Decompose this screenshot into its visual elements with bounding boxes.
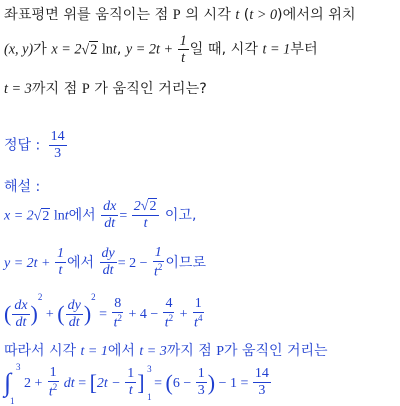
fraction: $\frac{1}{t^2}$ — [48, 365, 58, 400]
math-y-eq: y = 2t + — [125, 41, 177, 58]
question-text: 가 — [33, 41, 52, 58]
explanation-text: 따라서 시각 — [4, 343, 81, 359]
explanation-text: 에서 — [67, 254, 99, 271]
integral-sign: ∫ 3 1 — [4, 361, 21, 406]
math-ln: ln — [50, 208, 65, 224]
fraction: $\frac{4}{t^2}$ — [164, 296, 174, 331]
explanation-line-5: ∫ 3 1 2 + $\frac{1}{t^2}$ dt = [2t − $\frac{1}{t}$ ] 3 1 = (6 − $\frac{1}{3}$ ) − 1 = $\frac{14}{3}$ — [4, 361, 269, 406]
derivative-dx-dt: $\frac{dx}{dt}$ — [103, 199, 117, 231]
explanation-line-2 — [4, 246, 206, 280]
answer-fraction: $\frac{14}{3}$ — [50, 129, 65, 161]
math-t3: t = 3 — [139, 344, 167, 359]
question-line-3 — [4, 78, 207, 98]
point-label: P — [172, 7, 181, 23]
explanation-line-1 — [4, 200, 196, 231]
question-text: ( — [239, 7, 250, 23]
math-t3: t = 3 — [4, 81, 32, 97]
question-text: , — [116, 41, 126, 58]
math-x-eq: x = 2 — [4, 208, 34, 224]
question-text: 까지 점 — [31, 81, 82, 97]
sqrt: √2 — [33, 208, 50, 224]
derivative-dy-dt: $\frac{dy}{dt}$ — [101, 246, 115, 279]
fraction: $\frac{1}{t^4}$ — [194, 296, 203, 331]
math-position: (x, y) — [4, 41, 34, 58]
math-t1: t = 1 — [80, 344, 108, 359]
answer-line — [4, 130, 68, 161]
explanation-line-4 — [4, 340, 328, 360]
fraction: $\frac{1}{3}$ — [197, 366, 205, 399]
fraction: $\frac{2√2}{t}$ — [132, 200, 160, 231]
point-label: P — [216, 344, 224, 359]
explanation-line-3: ( $\frac{dx}{dt}$ )$^2$ + ( $\frac{dy}{dt}$ )$^2$ = $\frac{8}{t^2}$ + 4 − $\frac{4}{t^2}$ + $\frac{1}{t^4}$ — [4, 292, 203, 331]
question-text: 일 때, 시각 — [189, 41, 263, 58]
fraction: $\frac{1}{t^2}$ — [154, 245, 163, 280]
math-ln: ln — [98, 41, 113, 58]
question-text: )에서의 위치 — [277, 7, 356, 23]
derivative-dx-dt: $\frac{dx}{dt}$ — [14, 297, 28, 330]
fraction: $\frac{1}{t}$ — [127, 366, 135, 399]
explanation-text: 까지 점 — [166, 343, 217, 359]
explanation-text: 이므로 — [165, 254, 206, 271]
math-var: t — [112, 41, 117, 58]
math-t1: t = 1 — [262, 41, 291, 58]
math-eq: = 2 − — [117, 255, 152, 271]
question-line-2 — [4, 34, 318, 65]
fraction: $\frac{8}{t^2}$ — [113, 296, 122, 331]
math-y-eq: y = 2t + — [4, 255, 54, 271]
question-text: 의 시각 — [180, 7, 236, 23]
question-line-1 — [4, 4, 356, 24]
derivative-dy-dt: $\frac{dy}{dt}$ — [67, 297, 81, 330]
question-text: 가 움직인 거리는? — [89, 81, 207, 97]
answer-label: 정답 : — [4, 137, 45, 154]
point-label: P — [81, 81, 90, 97]
explanation-text: 이고, — [160, 207, 197, 224]
math-var: t — [235, 7, 240, 23]
math-condition: t > 0 — [249, 7, 278, 23]
question-text: 좌표평면 위를 움직이는 점 — [4, 7, 173, 23]
result-fraction: $\frac{14}{3}$ — [254, 366, 269, 399]
explanation-label: 해설 : — [4, 179, 41, 195]
explanation-text: 에서 — [68, 207, 101, 224]
sqrt: √2 — [81, 41, 98, 58]
math-var: t — [64, 208, 69, 224]
explanation-text: 에서 — [107, 343, 140, 359]
evaluation-bracket: ] 3 1 — [137, 363, 152, 402]
fraction: $\frac{1}{t}$ — [179, 33, 187, 67]
explanation-text: 가 움직인 거리는 — [224, 343, 328, 359]
question-text: 부터 — [290, 41, 318, 58]
math-eq: = — [119, 208, 131, 224]
fraction: $\frac{1}{t}$ — [57, 246, 64, 279]
math-x-eq: x = 2 — [51, 41, 82, 58]
